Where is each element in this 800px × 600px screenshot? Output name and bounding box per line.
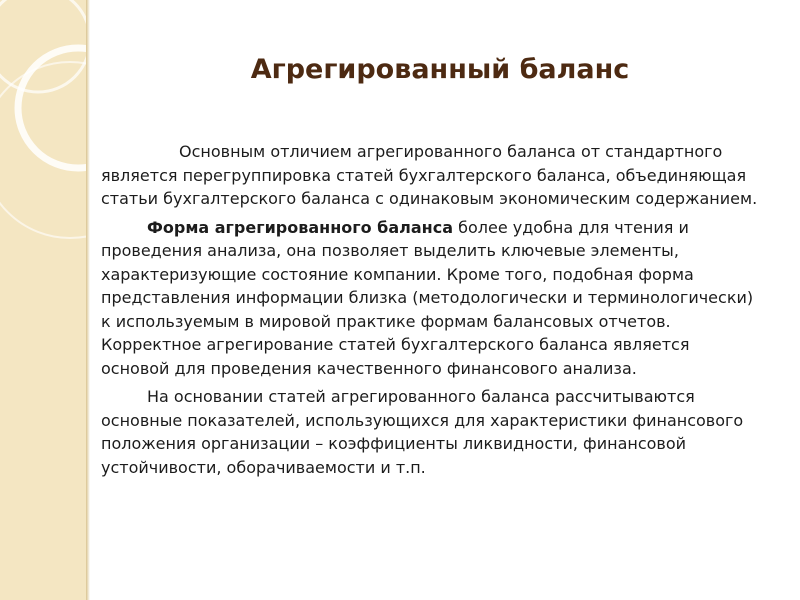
slide-body [101, 140, 761, 484]
paragraph-1-text: Основным отличием агрегированного баланса от стандартного является перегруппировка статей бухгалтерского баланса, объединяющая статьи бухгалтерского баланса с одинаковым экономическим содержанием. [101, 142, 758, 208]
paragraph-3 [101, 385, 761, 479]
decorative-circles-icon [0, 0, 86, 600]
paragraph-1 [101, 140, 761, 211]
slide-title: Агрегированный баланс [250, 54, 630, 85]
panel-edge-divider [86, 0, 90, 600]
paragraph-2-text: более удобна для чтения и проведения анализа, она позволяет выделить ключевые элементы, характеризующие состояние компании. Кроме того, подобная форма представления информации близка (методологически и терминологически) к используемым в мировой практике формам балансовых отчетов. Корректное агрегирование статей бухгалтерского баланса является основой для проведения качественного финансового анализа. [101, 217, 754, 378]
decorative-side-panel [0, 0, 86, 600]
paragraph-2-bold-lead: Форма агрегированного баланса [147, 217, 453, 237]
paragraph-2 [101, 216, 761, 381]
paragraph-3-text: На основании статей агрегированного баланса рассчитываются основные показателей, использующихся для характеристики финансового положения организации – коэффициенты ликвидности, финансовой устойчивости, оборачиваемости и т.п. [101, 387, 744, 477]
